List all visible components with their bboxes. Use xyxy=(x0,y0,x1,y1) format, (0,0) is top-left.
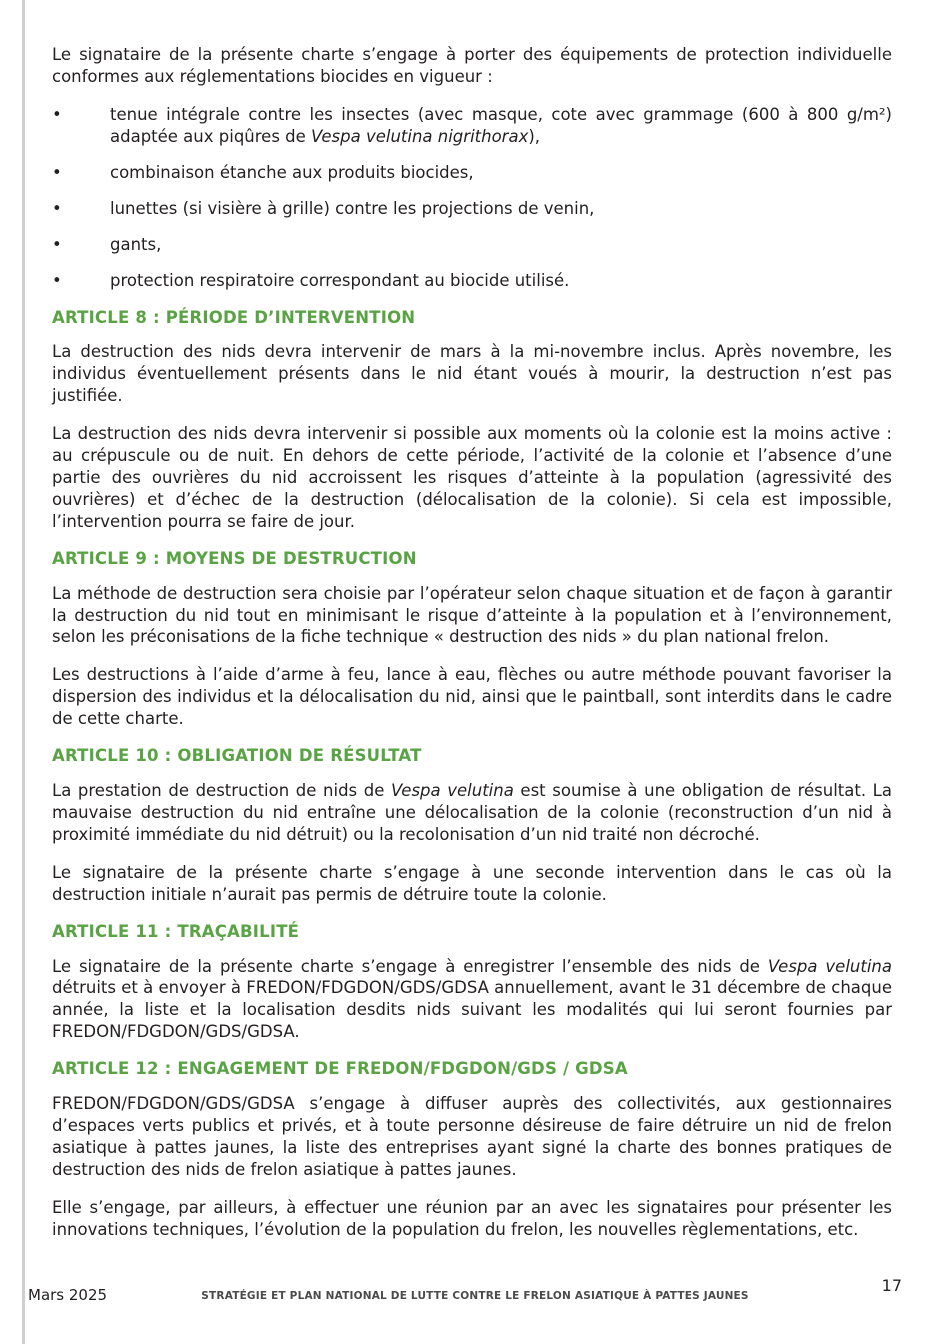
section-heading-article-9: ARTICLE 9 : MOYENS DE DESTRUCTION xyxy=(52,548,417,568)
section-heading-article-10: ARTICLE 10 : OBLIGATION DE RÉSULTAT xyxy=(52,746,422,766)
article-12-paragraph-2: Elle s’engage, par ailleurs, à effectuer une réunion par an avec les signataires pour présenter les innovations techniques, l’évolution de la population du frelon, les nouvelles règlementations, etc. xyxy=(52,1197,892,1239)
species-name-italic: Vespa velutina nigrithorax xyxy=(311,126,529,146)
page-content xyxy=(52,44,892,1257)
article-11-paragraph-1 xyxy=(52,956,892,1044)
bullet-text xyxy=(110,104,892,148)
section-heading-article-12: ARTICLE 12 : ENGAGEMENT DE FREDON/FDGDON/GDS / GDSA xyxy=(52,1059,628,1079)
footer-date: Mars 2025 xyxy=(28,1286,108,1304)
article-8-paragraph-1: La destruction des nids devra intervenir de mars à la mi-novembre inclus. Après novembre, les individus éventuellement présents dans le nid étant voués à mourir, la destruction n’est pas justifiée. xyxy=(52,342,892,406)
list-item xyxy=(52,270,892,292)
list-item xyxy=(52,198,892,220)
article-8-paragraph-2: La destruction des nids devra intervenir si possible aux moments où la colonie est la moins active : au crépuscule ou de nuit. En dehors de cette période, l’activité de la colonie et l’absence d’une partie des ouvrières du nid accroissent les risques d’atteinte à la population (agressivité des ouvrières) et d’échec de la destruction (délocalisation de la colonie). Si cela est impossible, l’intervention pourra se faire de jour. xyxy=(52,424,892,531)
species-name-italic: Vespa velutina xyxy=(767,956,892,976)
bullet-marker: • xyxy=(52,198,62,218)
page-footer xyxy=(0,1268,950,1344)
bullet-text: gants, xyxy=(110,234,162,254)
article-11-text-before: Le signataire de la présente charte s’engage à enregistrer l’ensemble des nids de xyxy=(52,956,768,976)
bullet-text: combinaison étanche aux produits biocides, xyxy=(110,162,474,182)
article-10-text-before: La prestation de destruction de nids de xyxy=(52,781,391,801)
article-9-paragraph-1: La méthode de destruction sera choisie par l’opérateur selon chaque situation et de façon à garantir la destruction du nid tout en minimisant le risque d’atteinte à la population et à l’environnement, selon les préconisations de la fiche technique « destruction des nids » du plan national frelon. xyxy=(52,583,892,647)
list-item xyxy=(52,162,892,184)
page-number: 17 xyxy=(881,1276,902,1295)
bullet-text: lunettes (si visière à grille) contre les projections de venin, xyxy=(110,198,595,218)
bullet-marker: • xyxy=(52,162,62,182)
bullet-text-after: ), xyxy=(528,126,541,146)
bullet-marker: • xyxy=(52,270,62,290)
footer-title: STRATÉGIE ET PLAN NATIONAL DE LUTTE CONTRE LE FRELON ASIATIQUE À PATTES JAUNES xyxy=(201,1290,749,1302)
article-9-paragraph-2: Les destructions à l’aide d’arme à feu, lance à eau, flèches ou autre méthode pouvant favoriser la dispersion des individus et la délocalisation du nid, ainsi que le paintball, sont interdits dans le cadre de cette charte. xyxy=(52,665,892,729)
article-10-paragraph-1 xyxy=(52,780,892,846)
section-heading-article-8: ARTICLE 8 : PÉRIODE D’INTERVENTION xyxy=(52,307,416,327)
bullet-text: protection respiratoire correspondant au biocide utilisé. xyxy=(110,270,570,290)
article-10-text-after: est soumise à une obligation de résultat. La mauvaise destruction du nid entraîne une délocalisation de la colonie (reconstruction d’un nid à proximité immédiate du nid détruit) ou la recolonisation d’un nid traité non décroché. xyxy=(52,781,892,844)
section-heading-article-11: ARTICLE 11 : TRAÇABILITÉ xyxy=(52,921,300,941)
intro-paragraph: Le signataire de la présente charte s’engage à porter des équipements de protection individuelle conformes aux réglementations biocides en vigueur : xyxy=(52,45,892,86)
species-name-italic: Vespa velutina xyxy=(390,781,514,801)
article-10-paragraph-2: Le signataire de la présente charte s’engage à une seconde intervention dans le cas où la destruction initiale n’aurait pas permis de détruire toute la colonie. xyxy=(52,862,892,904)
bullet-marker: • xyxy=(52,104,62,124)
article-12-paragraph-1: FREDON/FDGDON/GDS/GDSA s’engage à diffuser auprès des collectivités, aux gestionnaires d’espaces verts publics et privés, et à toute personne désireuse de faire détruire un nid de frelon asiatique à pattes jaunes, la liste des entreprises ayant signé la charte des bonnes pratiques de destruction des nids de frelon asiatique à pattes jaunes. xyxy=(52,1094,892,1179)
left-margin-rule xyxy=(22,0,25,1344)
bullet-marker: • xyxy=(52,234,62,254)
list-item xyxy=(52,234,892,256)
list-item xyxy=(52,104,892,148)
article-11-text-after: détruits et à envoyer à FREDON/FDGDON/GDS/GDSA annuellement, avant le 31 décembre de chaque année, la liste et la localisation desdits nids suivant les modalités qui lui seront fournies par FREDON/FDGDON/GDS/GDSA. xyxy=(52,978,892,1042)
bullet-text-before: tenue intégrale contre les insectes (avec masque, cote avec grammage (600 à 800 g/m²) adaptée aux piqûres de xyxy=(110,104,892,146)
